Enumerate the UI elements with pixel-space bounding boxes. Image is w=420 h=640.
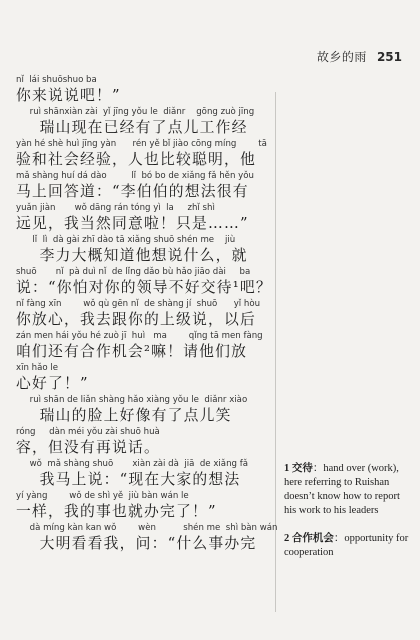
footnote-gloss: opportunity for cooperation (284, 533, 409, 558)
pinyin-annotation: yí yàng wǒ de shì yě jiù bàn wán le (16, 491, 189, 501)
text-line (16, 458, 276, 490)
text-line (16, 234, 276, 266)
chinese-text: 我马上说：“现在大家的想法 (16, 471, 241, 488)
pinyin-annotation: nǐ fàng xīn wǒ qù gēn nǐ de shàng jí shuō yǐ hòu (16, 299, 261, 309)
text-line (16, 170, 276, 202)
text-line (16, 394, 276, 426)
text-line (16, 106, 276, 138)
footnote-term: 合作机会 (291, 533, 334, 544)
text-line (16, 266, 276, 298)
footnote-term: 交待 (291, 463, 313, 474)
pinyin-annotation: yuǎn jiàn wǒ dāng rán tóng yì la zhǐ shì (16, 203, 215, 213)
chinese-text: 你来说说吧！” (16, 87, 121, 104)
text-line (16, 330, 276, 362)
running-header (317, 48, 402, 65)
text-line (16, 74, 276, 106)
pinyin-annotation: xīn hǎo le (16, 363, 59, 373)
text-line (16, 426, 276, 458)
pinyin-annotation: lǐ lì dà gài zhī dào tā xiǎng shuō shén me jiù (16, 235, 236, 245)
text-line (16, 362, 276, 394)
chinese-text: 咱们还有合作机会²嘛！请他们放 (16, 343, 248, 360)
chinese-text: 容，但没有再说话。 (16, 439, 160, 456)
text-line (16, 138, 276, 170)
chinese-text: 验和社会经验，人也比较聪明，他 (16, 151, 256, 168)
chinese-text: 大明看看我，问：“什么事办完 (16, 535, 257, 552)
chinese-text: 心好了！” (16, 375, 89, 392)
chapter-title: 故乡的雨 (316, 50, 367, 64)
text-line (16, 522, 276, 554)
pinyin-annotation: ruì shānxiàn zài yǐ jīng yǒu le diǎnr gōng zuò jīng (16, 107, 255, 117)
pinyin-annotation: zán men hái yǒu hé zuò jī huì ma qǐng tā men fàng (16, 331, 263, 341)
chinese-text: 李力大概知道他想说什么，就 (16, 247, 248, 264)
footnote: 2 合作机会：opportunity for cooperation (284, 533, 409, 558)
text-line (16, 490, 276, 522)
pinyin-annotation: ruì shān de liǎn shàng hǎo xiàng yǒu le diǎnr xiào (16, 395, 248, 405)
text-line (16, 298, 276, 330)
text-line (16, 202, 276, 234)
footnote-number: 1 (284, 463, 290, 474)
chinese-text: 远见，我当然同意啦！只是……” (16, 215, 249, 232)
pinyin-annotation: mǎ shàng huí dá dào lǐ bó bo de xiǎng fǎ hěn yǒu (16, 171, 254, 181)
chinese-text: 你放心，我去跟你的上级说，以后 (16, 311, 256, 328)
main-text (16, 74, 276, 554)
pinyin-annotation: wǒ mǎ shàng shuō xiàn zài dà jiā de xiǎng fǎ (16, 459, 248, 469)
chinese-text: 一样，我的事也就办完了！” (16, 503, 217, 520)
chinese-text: 瑞山现在已经有了点儿工作经 (16, 119, 248, 136)
pinyin-annotation: dà míng kàn kan wǒ wèn shén me shì bàn wán (16, 523, 278, 533)
footnote-gloss: hand over (work), here referring to Ruishan doesn’t know how to report his work to his leaders (284, 463, 400, 516)
chinese-text: 马上回答道：“李伯伯的想法很有 (16, 183, 249, 200)
page-number: 251 (376, 50, 402, 64)
pinyin-annotation: róng dàn méi yǒu zài shuō huà (16, 427, 160, 437)
chinese-text: 说：“你怕对你的领导不好交待¹吧？ (16, 279, 272, 296)
footnotes (284, 462, 412, 574)
footnote-number: 2 (284, 533, 290, 544)
pinyin-annotation: shuō nǐ pà duì nǐ de lǐng dǎo bù hǎo jiāo dài ba (16, 267, 251, 277)
pinyin-annotation: yàn hé shè huì jīng yàn rén yě bǐ jiào cōng míng tā (16, 139, 267, 149)
pinyin-annotation: nǐ lái shuōshuo ba (16, 75, 97, 85)
footnote: 1 交待：hand over (work), here referring to Ruishan doesn’t know how to report his work to his leaders (284, 463, 400, 516)
chinese-text: 瑞山的脸上好像有了点儿笑 (16, 407, 232, 424)
